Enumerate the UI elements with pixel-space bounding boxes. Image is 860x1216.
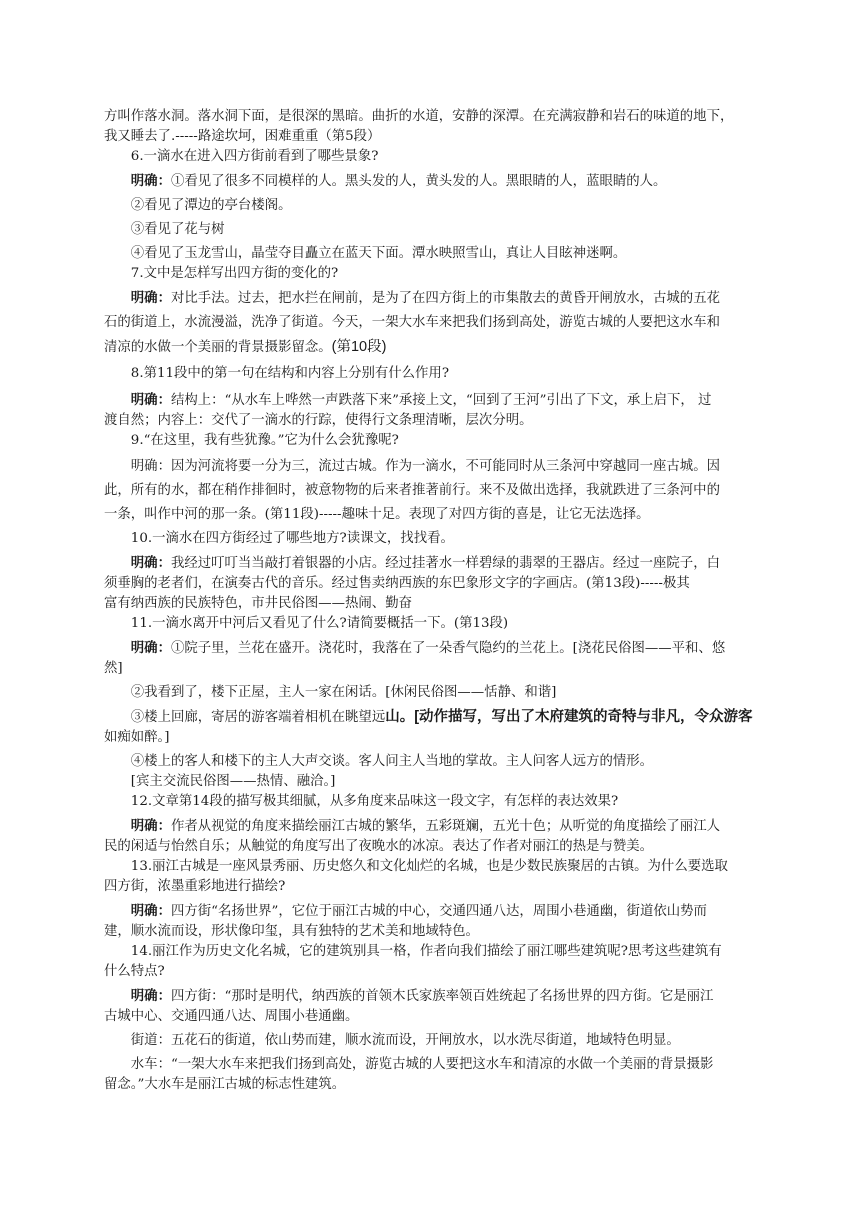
answer-11-item [104,707,776,728]
answer-label: 明确： [130,903,171,919]
question-8: 8.第11段中的第一句在结构和内容上分别有什么作用? [130,366,449,381]
answer-7-cont [104,337,776,358]
answer-text: 结构上：“从水车上哗然一声跌落下来”承接上文，“回到了王河”引出了下文，承上启下， 过 [170,393,712,408]
answer-label: 明确： [130,173,171,189]
answer-14-item: 街道：五花石的街道，依山势而建，顺水流而设，开闸放水，以水洗尽街道，地域特色明显。 [130,1033,680,1048]
answer-label: 明确： [130,640,171,656]
answer-label: 明确： [130,290,171,306]
text-line: 我又睡去了.-----路途坎坷，困难重重（第5段） [104,129,381,144]
text-line: 方叫作落水洞。落水洞下面，是很深的黑暗。曲折的水道，安静的深潭。在充满寂静和岩石的味道的地下， [104,109,734,124]
answer-6-item: ②看见了潭边的亭台楼阁。 [130,198,292,213]
answer-12 [104,816,776,837]
answer-label: 明确： [130,818,171,834]
answer-11-cont: 然] [104,661,123,676]
answer-6-item: ④看见了玉龙雪山，晶莹夺目矗立在蓝天下面。潭水映照雪山，真让人目眩神迷啊。 [130,246,627,261]
answer-14-cont: 古城中心、交通四通八达、周围小巷通幽。 [104,1009,359,1024]
answer-14-cont: 留念。”大水车是丽江古城的标志性建筑。 [104,1077,346,1092]
answer-9-cont: 此，所有的水，都在稍作排徊时，被意物物的后来者推著前行。来不及做出选择，我就跌进了三条河中的 [104,483,720,498]
answer-text: 清凉的水做一个美丽的背景摄影留念。 [104,340,332,355]
question-13-cont: 四方街，浓墨重彩地进行描绘? [104,879,286,894]
answer-6-item: ③看见了花与树 [130,222,225,237]
answer-14-item: 水车：“一架大水车来把我们扬到高处，游览古城的人要把这水车和清凉的水做一个美丽的背景摄影 [130,1057,714,1072]
answer-11-item: ②我看到了，楼下正屋，主人一家在闲话。[休闲民俗图——恬静、和谐] [130,685,557,700]
answer-7 [104,288,776,309]
question-9: 9.“在这里，我有些犹豫。”它为什么会犹豫呢? [130,433,399,448]
answer-label: 明确： [130,392,171,408]
document-page [104,107,776,1095]
answer-11-cont: 如痴如醉。] [104,730,170,745]
answer-10-cont: 须垂胸的老者们，在演奏古代的音乐。经过售卖纳西族的东巴象形文字的字画店。(第13段)-----极其 [104,576,690,591]
answer-12-cont: 民的闲适与怡然自乐；从触觉的角度写出了夜晚水的冰凉。表达了作者对丽江的热是与赞美。 [104,839,654,854]
answer-text: ①看见了很多不同模样的人。黑头发的人，黄头发的人。黑眼睛的人，蓝眼睛的人。 [170,174,667,189]
answer-text: 因为河流将要一分为三，流过古城。作为一滴水，不可能同时从三条河中穿越同一座古城。因 [170,459,720,474]
answer-text: ③楼上回廊，寄居的游客端着相机在眺望远 [130,710,386,725]
question-14: 14.丽江作为历史文化名城，它的建筑别具一格，作者向我们描绘了丽江哪些建筑呢?思考这些建筑有 [130,944,722,959]
paragraph-ref: (第10段) [331,339,387,355]
question-6: 6.一滴水在进入四方街前看到了哪些景象? [130,149,379,164]
answer-8 [104,390,776,411]
question-10: 10.一滴水在四方街经过了哪些地方?读课文，找找看。 [130,531,454,546]
answer-label: 明确： [130,459,171,474]
answer-11-item: [宾主交流民俗图——热情、融洽。] [130,774,336,789]
answer-text: ①院子里，兰花在盛开。浇花时，我落在了一朵香气隐约的兰花上。[浇花民俗图——平和、悠 [170,641,726,656]
question-7: 7.文中是怎样写出四方街的变化的? [130,266,339,281]
answer-9-cont: 一条，叫作中河的那一条。(第11段)-----趣味十足。表现了对四方街的喜是，让它无法选择。 [104,507,650,522]
answer-text: 作者从视觉的角度来描绘丽江古城的繁华，五彩斑斓，五光十色；从听觉的角度描绘了丽江人 [170,819,720,834]
question-13: 13.丽江古城是一座风景秀丽、历史悠久和文化灿烂的名城，也是少数民族聚居的古镇。为什么要选取 [130,859,728,874]
answer-13-cont: 建，顺水流而设，形状像印玺，具有独特的艺术美和地域特色。 [104,924,479,939]
answer-6 [104,171,776,192]
answer-14 [104,986,776,1007]
answer-text: 四方街“名扬世界”，它位于丽江古城的中心，交通四通八达，周围小巷通幽，街道依山势而 [170,904,707,919]
answer-11-item: ④楼上的客人和楼下的主人大声交谈。客人问主人当地的掌故。主人问客人远方的情形。 [130,754,654,769]
answer-label: 明确： [130,988,171,1004]
question-14-cont: 什么特点? [104,964,165,979]
answer-text: 四方街：“那时是明代，纳西族的首领木氏家族率领百姓统起了名扬世界的四方街。它是丽江 [170,989,714,1004]
answer-8-cont: 渡自然；内容上：交代了一滴水的行踪，使得行文条理清晰，层次分明。 [104,413,533,428]
answer-text: 我经过叮叮当当敲打着银器的小店。经过挂著水一样碧绿的翡翠的王器店。经过一座院子，白 [170,556,720,571]
annotation-text: 山。[动作描写，写出了木府建筑的奇特与非凡，令众游客 [385,709,753,725]
answer-11 [104,638,776,659]
answer-10-cont: 富有纳西族的民族特色，市井民俗图——热闹、勤奋 [104,596,412,611]
question-12: 12.文章第14段的描写极其细腻，从多角度来品味这一段文字，有怎样的表达效果? [130,794,619,809]
answer-text: 对比手法。过去，把水拦在闸前，是为了在四方街上的市集散去的黄昏开闸放水，古城的五花 [170,291,720,306]
answer-label: 明确： [130,555,171,571]
answer-13 [104,901,776,922]
answer-9 [104,457,776,477]
answer-10 [104,553,776,574]
answer-7-cont: 石的街道上，水流漫溢，洗净了街道。今天，一架大水车来把我们扬到高处，游览古城的人要把这水车和 [104,315,720,330]
question-11: 11.一滴水离开中河后又看见了什么?请简要概括一下。(第13段) [130,616,509,631]
